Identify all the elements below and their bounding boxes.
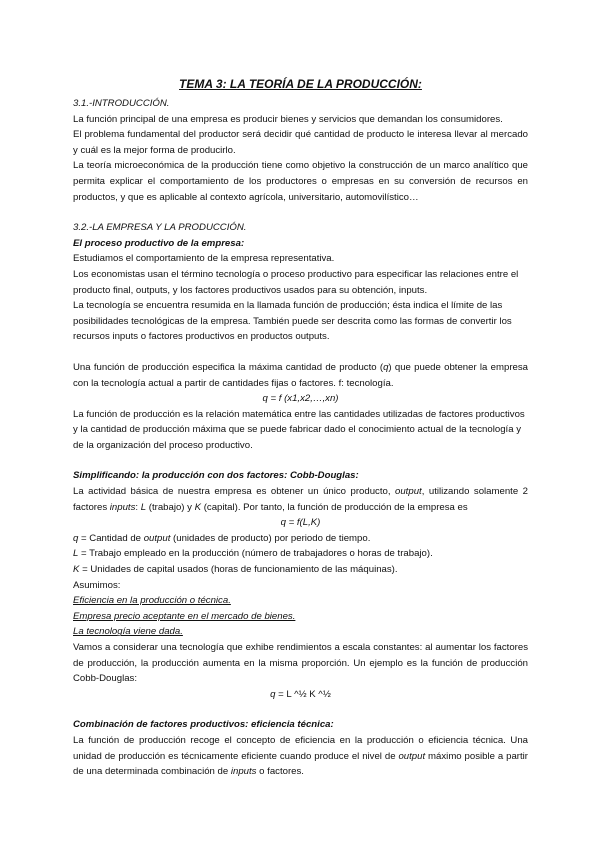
funcion-produccion-paragraph: Una función de producción especifica la máxima cantidad de producto (q) que puede obtener la empresa con la tecnología actual a partir de cantidades fijas o factores. f: tecnología.	[73, 361, 528, 389]
formula-two-factors: q = f(L,K)	[280, 517, 321, 529]
intro-paragraph-3: La teoría microeconómica de la producción tiene como objetivo la construcción de un marco analítico que permita explicar el comportamiento de los productores o empresas en su conversión de recursos en productos, y que es aplicable al contexto agrícola, universitario, automovilístico…	[73, 160, 528, 203]
section-heading-empresa: 3.2.-LA EMPRESA Y LA PRODUCCIÓN.	[73, 222, 247, 234]
definition-q: q = Cantidad de output (unidades de producto) por periodo de tiempo.	[73, 532, 371, 544]
intro-paragraph-2: El problema fundamental del productor será decidir qué cantidad de producto le interesa llevar al mercado y cuál es la mejor forma de producirlo.	[73, 129, 528, 156]
definition-l: L = Trabajo empleado en la producción (número de trabajadores o horas de trabajo).	[73, 548, 433, 560]
assumption-tecnologia: La tecnología viene dada.	[73, 626, 183, 638]
empresa-paragraph-funcion: La tecnología se encuentra resumida en la llamada función de producción; ésta indica el límite de las posibilidades tecnológicas de la empresa. También puede ser descrita como las formas de convertir los recursos inputs o factores productivos en productos outputs.	[73, 300, 512, 343]
asumimos-label: Asumimos:	[73, 579, 121, 591]
section-heading-introduccion: 3.1.-INTRODUCCIÓN.	[73, 98, 170, 109]
assumption-eficiencia: Eficiencia en la producción o técnica.	[73, 595, 231, 607]
assumption-precio-aceptante: Empresa precio aceptante en el mercado de bienes.	[73, 610, 296, 622]
empresa-line-1: Estudiamos el comportamiento de la empresa representativa.	[73, 253, 335, 265]
cobb-douglas-paragraph: La actividad básica de nuestra empresa es obtener un único producto, output, utilizando solamente 2 factores inputs: L (trabajo) y K (capital). Por tanto, la función de producción de la empresa es	[73, 486, 528, 513]
rendimientos-paragraph: Vamos a considerar una tecnología que exhibe rendimientos a escala constantes: al aumentar los factores de producción, la producción aumenta en la misma proporción. Un ejemplo es la función de producción Cobb-Douglas:	[73, 642, 528, 685]
subheading-cobb-douglas: Simplificando: la producción con dos factores: Cobb-Douglas:	[73, 470, 359, 482]
relacion-matematica-paragraph: La función de producción es la relación matemática entre las cantidades utilizadas de factores productivos y la cantidad de producción máxima que se puede fabricar dado el conocimiento actual de la tecnología y de la organización del proceso productivo.	[73, 408, 525, 451]
subheading-eficiencia-tecnica: Combinación de factores productivos: eficiencia técnica:	[73, 719, 334, 731]
page-title: TEMA 3: LA TEORÍA DE LA PRODUCCIÓN:	[179, 77, 422, 91]
subheading-proceso-productivo: El proceso productivo de la empresa:	[73, 237, 245, 249]
empresa-paragraph-tecnologia: Los economistas usan el término tecnología o proceso productivo para especificar las relaciones entre el producto final, outputs, y los factores productivos usados para su obtención, inputs.	[73, 268, 519, 296]
eficiencia-tecnica-paragraph: La función de producción recoge el concepto de eficiencia en la producción o eficiencia técnica. Una unidad de producción es técnicamente eficiente cuando produce el nivel de output máximo posible a partir de una determinada combinación de inputs o factores.	[73, 734, 528, 778]
intro-paragraph-1: La función principal de una empresa es producir bienes y servicios que demandan los consumidores.	[73, 113, 503, 125]
formula-cobb-douglas: q = L ^½ K ^½	[270, 688, 331, 700]
formula-general: q = f (x1,x2,…,xn)	[262, 393, 339, 405]
definition-k: K = Unidades de capital usados (horas de funcionamiento de las máquinas).	[73, 564, 398, 576]
